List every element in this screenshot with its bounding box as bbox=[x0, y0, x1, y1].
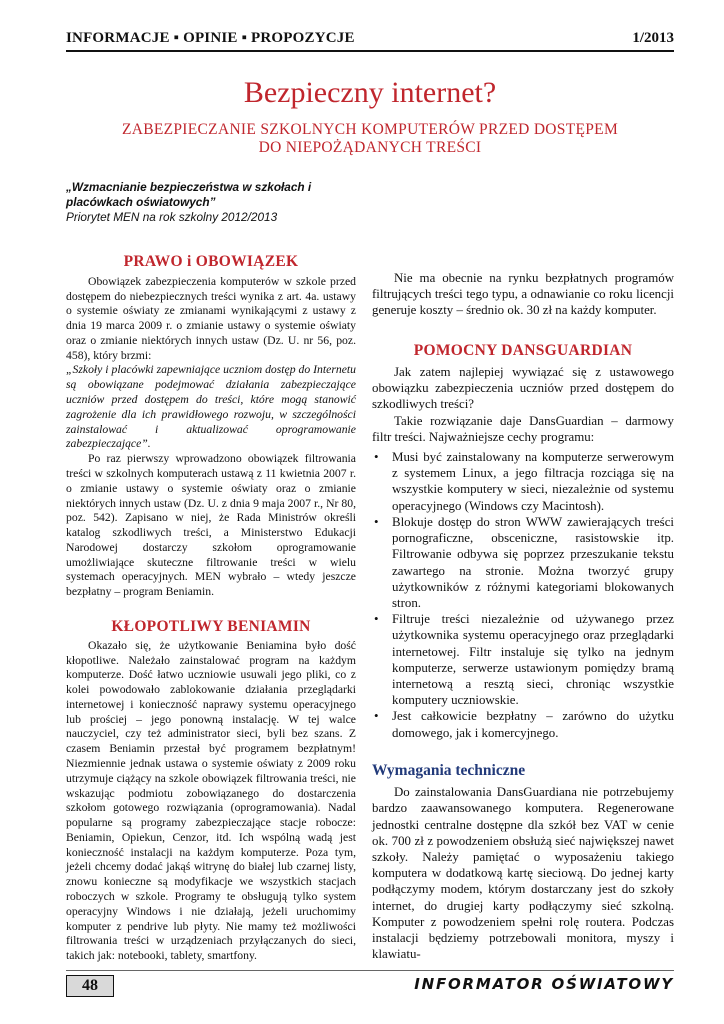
header-divider bbox=[66, 50, 674, 52]
list-item: • Jest całkowicie bezpłatny – zarówno do użytku domowego, jak i komercyjnego. bbox=[374, 709, 674, 740]
law-citation: „Szkoły i placówki zapewniające uczniom dostęp do Internetu są obowiązane podejmować działania zabezpieczające uczniów przed dostępem do treści, które mogą stanowić zagrożenie dla ich prawidłowego rozwoju, w szczególności zainstalować i aktualizować oprogramowanie zabezpieczające”. bbox=[66, 363, 356, 451]
running-header bbox=[66, 28, 674, 50]
bullet-icon: • bbox=[374, 612, 379, 627]
paragraph: Do zainstalowania DansGuardiana nie potrzebujemy bardzo zaawansowanego komputera. Regenerowane jednostki centralne dostępne dla szkół bez VAT w cenie ok. 700 zł z powodzeniem obsłużą sieć największej nawet szkoły. Należy pamiętać o wyposażeniu takiego komputera w dodatkową kartę sieciową. Do jednej karty podłączymy modem, którym dostarczany jest do szkoły internet, do drugiej karty podłączymy sieć szkolną. Komputer z powodzeniem spełni rolę routera. Podczas instalacji będziemy potrzebowali monitora, myszy i klawiatu- bbox=[372, 785, 674, 962]
article-subtitle bbox=[100, 121, 640, 157]
list-item: • Filtruje treści niezależnie od używanego przez użytkownika systemu operacyjnego oraz przeglądarki internetowej. Filtr instaluje się tylko na jednym komputerze, serwerze ustawionym pomiędzy bramą internetową a resztą sieci, chroniąc wszystkie komputery uczniowskie. bbox=[374, 612, 674, 708]
paragraph: Okazało się, że użytkowanie Beniamina było dość kłopotliwe. Należało zainstalować program na każdym komputerze. Dość łatwo uczniowie usuwali jego pliki, co z kolei powodowało zablokowanie działania przeglądarki internetowej i konieczność naprawy systemu operacyjnego lub prościej – jego ponowną instalację. W tej walce nauczyciel, czy też administrator sieci, byli bez szans. Z czasem Beniamin przestał być programem bezpłatnym! Niezmiennie jednak ustawa o systemie oświaty z 2009 roku utrzymuje ciążący na szkole obowiązek filtrowania treści, nie wskazując podmiotu zobowiązanego do dostarczenia szkołom gotowego rozwiązania (oprogramowania). Nadal popularne są programy zabezpieczające stacje robocze: Beniamin, Opiekun, Cenzor, itd. Ich wspólną wadą jest konieczność instalacji na każdym komputerze. Poza tym, jeżeli chcemy dodać jakąś witrynę do białej lub czarnej listy, znowu konieczne są modyfikacje we wszystkich stacjach roboczych w szkole. Programy te obsługują tylko system operacyjny Windows i nie działają, jeżeli uruchomimy komputer z pendrive lub płyty. Nie mamy też możliwości filtrowania treści w urządzeniach przyłączanych do sieci, takich jak: notebooki, tablety, smartfony. bbox=[66, 638, 356, 963]
article-title: Bezpieczny internet? bbox=[243, 76, 497, 109]
subtitle-line-2: DO NIEPOŻĄDANYCH TREŚCI bbox=[258, 139, 482, 156]
list-item: • Blokuje dostęp do stron WWW zawierających treści pornograficzne, obsceniczne, rasistowskie itp. Filtrowanie odbywa się poprzez przeszukanie tekstu zawartego na stronie. Można tworzyć grupy użytkowników z różnymi kategoriami blokowanych stron. bbox=[374, 514, 674, 610]
header-section-title: INFORMACJE ▪ OPINIE ▪ PROPOZYCJE bbox=[66, 30, 355, 46]
quote-note: Priorytet MEN na rok szkolny 2012/2013 bbox=[66, 210, 278, 224]
paragraph: Nie ma obecnie na rynku bezpłatnych programów filtrujących treści tego typu, a odnawianie co roku licencji generuje koszty – średnio ok. 30 zł na każdy komputer. bbox=[372, 271, 674, 318]
bullet-icon: • bbox=[374, 709, 379, 724]
subtitle-line-1: ZABEZPIECZANIE SZKOLNYCH KOMPUTERÓW PRZED DOSTĘPEM bbox=[121, 121, 619, 138]
bullet-icon: • bbox=[374, 514, 379, 529]
paragraph: Jak zatem najlepiej wywiązać się z ustawowego obowiązku zabezpieczenia uczniów przed dostępem do szkodliwych treści? bbox=[372, 364, 674, 412]
paragraph: Po raz pierwszy wprowadzono obowiązek filtrowania treści w szkolnych komputerach ustawą z 11 kwietnia 2007 r. o zmianie ustawy o systemie oświaty oraz o zmianie niektórych innych ustaw (Dz. U. z dnia 9 maja 2007 r., Nr 80, poz. 542). Zapisano w niej, że Rada Ministrów określi katalog szkodliwych treści, a Ministerstwo Edukacji Narodowej dostarczy szkołom oprogramowanie umożliwiające skuteczne filtrowanie treści w wielu systemach operacyjnych. MEN wybrało – wtedy jeszcze bezpłatny – program Beniamin. bbox=[66, 452, 356, 599]
paragraph: Takie rozwiązanie daje DansGuardian – darmowy filtr treści. Najważniejsze cechy programu: bbox=[372, 413, 674, 444]
magazine-brand: INFORMATOR OŚWIATOWY bbox=[414, 975, 674, 993]
footer-divider bbox=[66, 970, 674, 971]
left-column bbox=[66, 180, 356, 964]
list-item: • Musi być zainstalowany na komputerze serwerowym z systemem Linux, a jego filtracja rozciąga się na wszystkie komputery w sieci, niezależnie od systemu operacyjnego (Windows czy Macintosh). bbox=[374, 449, 674, 513]
bullet-icon: • bbox=[374, 449, 379, 464]
right-column bbox=[372, 180, 674, 963]
paragraph: Obowiązek zabezpieczenia komputerów w szkole przed dostępem do niebezpiecznych treści wynika z art. 4a. ustawy o systemie oświaty ze zmianami wynikającymi z ustawy z dnia 19 marca 2009 r. o zmianie ustawy o systemie oświaty oraz o zmianie niektórych innych ustaw (Dz. U. nr 56, poz. 458), który brzmi: bbox=[66, 274, 356, 362]
page-number: 48 bbox=[66, 975, 114, 997]
section-heading-prawo: PRAWO i OBOWIĄZEK bbox=[123, 253, 299, 270]
priority-quote bbox=[66, 180, 356, 225]
section-heading-beniamin: KŁOPOTLIWY BENIAMIN bbox=[111, 617, 311, 635]
section-heading-dansguardian: POMOCNY DANSGUARDIAN bbox=[413, 341, 633, 359]
feature-list bbox=[372, 449, 674, 741]
section-heading-wymagania: Wymagania techniczne bbox=[372, 761, 526, 779]
header-issue-number: 1/2013 bbox=[632, 30, 674, 46]
quote-text: „Wzmacnianie bezpieczeństwa w szkołach i placówkach oświatowych” bbox=[66, 180, 312, 209]
